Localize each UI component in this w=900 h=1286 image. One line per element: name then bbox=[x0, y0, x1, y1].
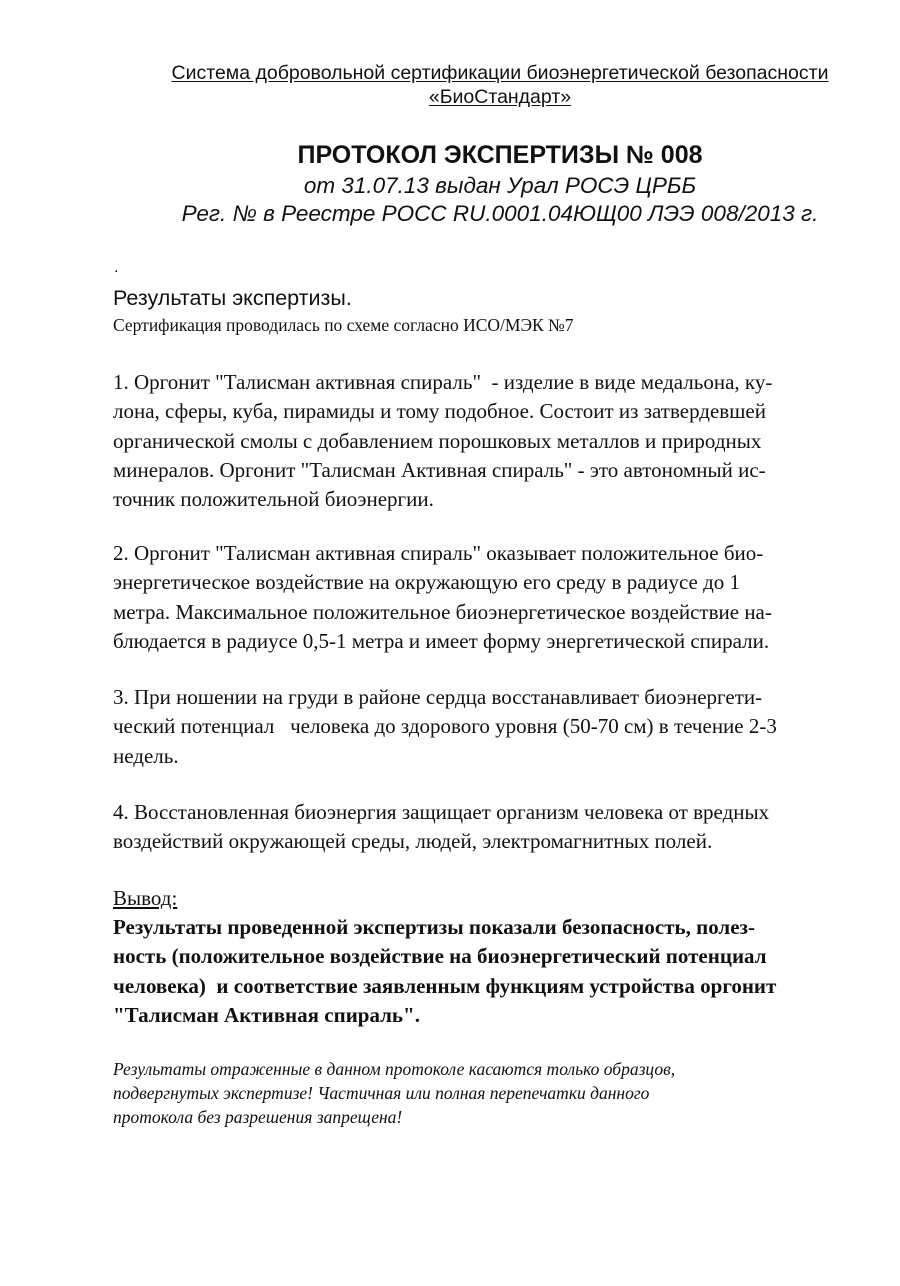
conclusion-label: Вывод: bbox=[113, 886, 178, 910]
protocol-title: ПРОТОКОЛ ЭКСПЕРТИЗЫ № 008 bbox=[297, 141, 703, 169]
conclusion-line: "Талисман Активная спираль". bbox=[113, 1002, 420, 1027]
paragraph-line: 4. Восстановленная биоэнергия защищает организм человека от вредных bbox=[113, 800, 770, 824]
conclusion-line: Результаты проведенной экспертизы показали безопасность, полез- bbox=[113, 915, 755, 939]
paragraph-line: 1. Оргонит "Талисман активная спираль" - изделие в виде медальона, ку- bbox=[113, 370, 773, 394]
paragraph-line: ческий потенциал человека до здорового уровня (50-70 см) в течение 2-3 bbox=[113, 714, 777, 739]
protocol-issue-info: от 31.07.13 выдан Урал РОСЭ ЦРББ bbox=[303, 173, 697, 198]
paragraph-line: недель. bbox=[113, 743, 179, 768]
conclusion-line: ность (положительное воздействие на биоэнергетический потенциал bbox=[113, 944, 767, 969]
organization-name-line-1: Система добровольной сертификации биоэнергетической безопасности bbox=[171, 62, 829, 84]
certification-note: Сертификация проводилась по схеме согласно ИСО/МЭК №7 bbox=[113, 315, 574, 335]
protocol-registry-number: Рег. № в Реестре РОСС RU.0001.04ЮЩ00 ЛЭЭ 008/2013 г. bbox=[181, 201, 819, 226]
paragraph-line: точник положительной биоэнергии. bbox=[113, 487, 434, 512]
paragraph-line: воздействий окружающей среды, людей, электромагнитных полей. bbox=[113, 829, 713, 854]
finding-paragraph-2 bbox=[113, 539, 772, 656]
paragraph-line: блюдается в радиусе 0,5-1 метра и имеет форму энергетической спирали. bbox=[113, 628, 770, 653]
finding-paragraph-4 bbox=[113, 798, 769, 857]
disclaimer-note bbox=[113, 1057, 675, 1129]
paragraph-line: минералов. Оргонит "Талисман Активная спираль" - это автономный ис- bbox=[113, 457, 766, 482]
paragraph-line: 2. Оргонит "Талисман активная спираль" оказывает положительное био- bbox=[113, 541, 764, 565]
results-heading: Результаты экспертизы. bbox=[113, 286, 352, 310]
paragraph-line: 3. При ношении на груди в районе сердца восстанавливает биоэнергети- bbox=[113, 685, 763, 709]
stray-mark: . bbox=[114, 259, 119, 276]
finding-paragraph-3 bbox=[113, 683, 777, 771]
conclusion-text bbox=[113, 913, 776, 1030]
disclaimer-line: Результаты отраженные в данном протоколе касаются только образцов, bbox=[113, 1059, 676, 1079]
conclusion-line: человека) и соответствие заявленным функциям устройства оргонит bbox=[113, 973, 777, 998]
paragraph-line: органической смолы с добавлением порошковых металлов и природных bbox=[113, 428, 762, 453]
paragraph-line: лона, сферы, куба, пирамиды и тому подобное. Состоит из затвердевшей bbox=[113, 399, 766, 424]
disclaimer-line: протокола без разрешения запрещена! bbox=[113, 1107, 403, 1127]
disclaimer-line: подвергнутых экспертизе! Частичная или полная перепечатки данного bbox=[113, 1083, 650, 1103]
paragraph-line: метра. Максимальное положительное биоэнергетическое воздействие на- bbox=[113, 599, 772, 624]
finding-paragraph-1 bbox=[113, 368, 772, 514]
paragraph-line: энергетическое воздействие на окружающую его среду в радиусе до 1 bbox=[113, 570, 741, 595]
organization-name-line-2: «БиоСтандарт» bbox=[428, 86, 572, 108]
